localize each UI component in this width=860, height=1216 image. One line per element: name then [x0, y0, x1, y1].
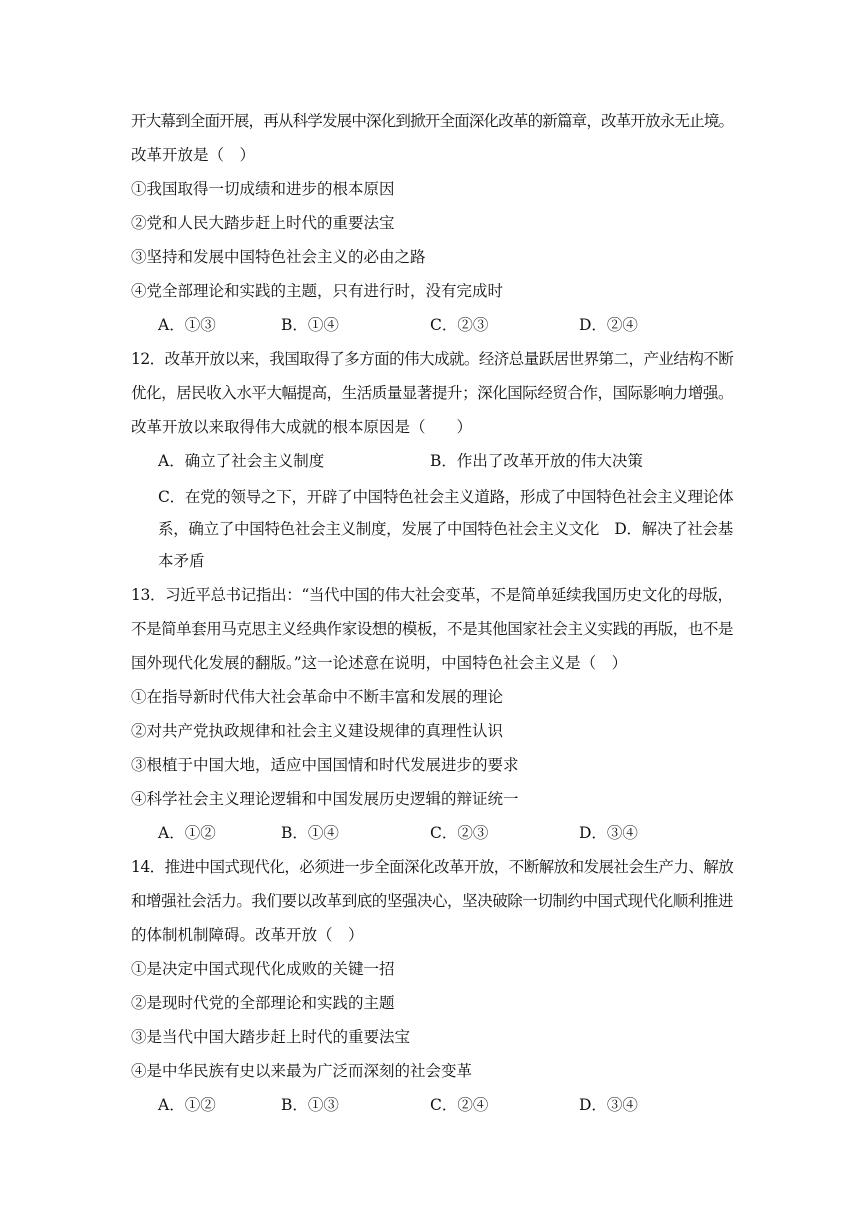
q11-option-a[interactable]: A．①③	[158, 316, 216, 334]
q11-text-line-1: 开大幕到全面开展，再从科学发展中深化到掀开全面深化改革的新篇章，改革开放永无止境。	[131, 112, 734, 130]
q11-text-line-2: 改革开放是（ ）	[131, 146, 256, 164]
q12-text-line-3: 改革开放以来取得伟大成就的根本原因是（ ）	[131, 418, 473, 436]
q14-statement-3: ③是当代中国大踏步赶上时代的重要法宝	[131, 1028, 411, 1046]
q12-text-line-1: 12．改革开放以来，我国取得了多方面的伟大成就。经济总量跃居世界第二，产业结构不断	[131, 350, 734, 368]
q13-option-a[interactable]: A．①②	[158, 824, 216, 842]
q13-statement-4: ④科学社会主义理论逻辑和中国发展历史逻辑的辩证统一	[131, 790, 519, 808]
q14-text-line-2: 和增强社会活力。我们要以改革到底的坚强决心，坚决破除一切制约中国式现代化顺利推进	[131, 892, 734, 910]
q14-statement-4: ④是中华民族有史以来最为广泛而深刻的社会变革	[131, 1062, 473, 1080]
q14-option-d[interactable]: D．③④	[579, 1096, 638, 1114]
q13-option-b[interactable]: B．①④	[281, 824, 339, 842]
q13-statement-3: ③根植于中国大地，适应中国国情和时代发展进步的要求	[131, 756, 519, 774]
q12-option-a[interactable]: A．确立了社会主义制度	[158, 452, 325, 470]
q14-option-a[interactable]: A．①②	[158, 1096, 216, 1114]
q14-text-line-3: 的体制机制障碍。改革开放（ ）	[131, 926, 364, 944]
q11-statement-2: ②党和人民大踏步赶上时代的重要法宝	[131, 214, 395, 232]
q11-option-c[interactable]: C．②③	[430, 316, 489, 334]
q14-statement-2: ②是现时代党的全部理论和实践的主题	[131, 994, 395, 1012]
q12-text-line-2: 优化，居民收入水平大幅提高，生活质量显著提升；深化国际经贸合作，国际影响力增强。	[131, 384, 734, 402]
q13-statement-1: ①在指导新时代伟大社会革命中不断丰富和发展的理论	[131, 688, 504, 706]
q13-statement-2: ②对共产党执政规律和社会主义建设规律的真理性认识	[131, 722, 504, 740]
q11-statement-1: ①我国取得一切成绩和进步的根本原因	[131, 180, 395, 198]
q14-text-line-1: 14．推进中国式现代化，必须进一步全面深化改革开放，不断解放和发展社会生产力、解放	[131, 858, 734, 876]
q12-option-c-line-3: 本矛盾	[158, 552, 205, 570]
q12-option-b[interactable]: B．作出了改革开放的伟大决策	[430, 452, 643, 470]
q13-option-d[interactable]: D．③④	[579, 824, 638, 842]
q14-option-b[interactable]: B．①③	[281, 1096, 339, 1114]
q13-text-line-2: 不是简单套用马克思主义经典作家设想的模板，不是其他国家社会主义实践的再版，也不是	[131, 620, 734, 638]
q11-statement-4: ④党全部理论和实践的主题，只有进行时，没有完成时	[131, 282, 504, 300]
q11-statement-3: ③坚持和发展中国特色社会主义的必由之路	[131, 248, 426, 266]
q14-statement-1: ①是决定中国式现代化成败的关键一招	[131, 960, 395, 978]
q14-option-c[interactable]: C．②④	[430, 1096, 489, 1114]
q13-option-c[interactable]: C．②③	[430, 824, 489, 842]
q12-option-c-line-2[interactable]: 系，确立了中国特色社会主义制度，发展了中国特色社会主义文化 D．解决了社会基	[158, 520, 733, 538]
q11-option-d[interactable]: D．②④	[579, 316, 638, 334]
q12-option-c-line-1[interactable]: C．在党的领导之下，开辟了中国特色社会主义道路，形成了中国特色社会主义理论体	[158, 488, 734, 506]
q13-text-line-3: 国外现代化发展的翻版。”这一论述意在说明，中国特色社会主义是（ ）	[131, 654, 628, 672]
q13-text-line-1: 13．习近平总书记指出：“当代中国的伟大社会变革，不是简单延续我国历史文化的母版，	[131, 586, 733, 604]
q11-option-b[interactable]: B．①④	[281, 316, 339, 334]
